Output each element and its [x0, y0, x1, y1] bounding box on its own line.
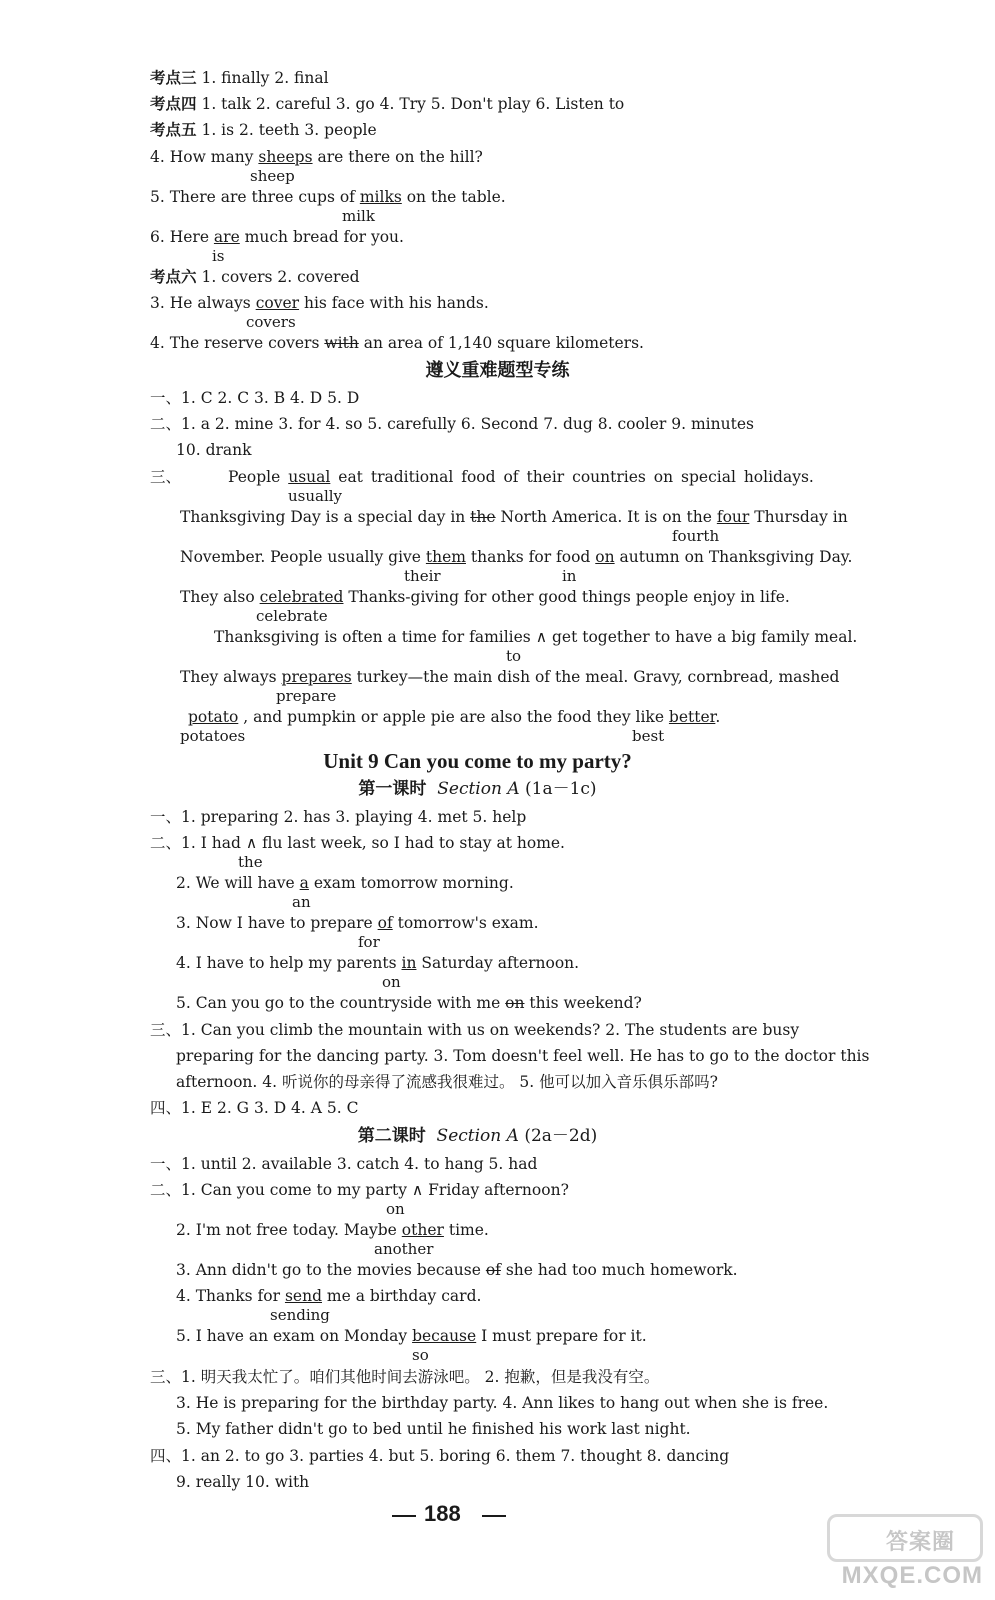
lesson2-part4-line2: 9. really 10. with [176, 1473, 310, 1491]
sentence-text: They always [180, 668, 282, 686]
lesson2-range: (2a－2d) [518, 1126, 598, 1146]
watermark-logo: MXQE.COM [841, 1562, 983, 1589]
sentence-text: autumn on Thanksgiving Day. [614, 548, 853, 566]
sentence-text: this weekend? [524, 994, 642, 1012]
error-word: milks [359, 188, 402, 206]
error-word: send [284, 1287, 322, 1305]
correction: for [358, 933, 380, 951]
kaodian3-line [150, 68, 329, 88]
lesson1-part4: 四、1. E 2. G 3. D 4. A 5. C [150, 1099, 359, 1117]
kaodian6-line [150, 267, 360, 287]
deleted-word: the [470, 508, 496, 526]
correction: milk [342, 207, 375, 225]
kaodian5-answers: 1. is 2. teeth 3. people [201, 121, 377, 139]
deleted-word: on [505, 994, 525, 1012]
correction: is [212, 247, 225, 265]
error-word: usual [288, 468, 331, 486]
k5-q6 [150, 227, 404, 247]
kaodian4-answers: 1. talk 2. careful 3. go 4. Try 5. Don't play 6. Listen to [201, 95, 625, 113]
k6-q4 [150, 333, 644, 353]
lesson1-title-cn: 第一课时 [358, 779, 427, 799]
sentence-text: me a birthday card. [322, 1287, 482, 1305]
sentence-text: 3. Now I have to prepare [176, 914, 378, 932]
error-word: celebrated [259, 588, 344, 606]
correction: the [238, 853, 263, 871]
kaodian3-answers: 1. finally 2. final [201, 69, 329, 87]
error-word: potato [188, 708, 239, 726]
correction: their [404, 567, 441, 585]
insert-caret: ∧ [535, 628, 548, 646]
sentence-text: an area of 1,140 square kilometers. [358, 334, 644, 352]
sentence-text: on the table. [401, 188, 506, 206]
lesson2-part2-q4 [176, 1286, 481, 1306]
sentence-text: Friday afternoon? [423, 1181, 569, 1199]
sentence-text: 4. How many [150, 148, 259, 166]
correction: so [412, 1346, 429, 1364]
sentence-text: 4. I have to help my parents [176, 954, 402, 972]
sentence-text: Thanksgiving is often a time for families [214, 628, 536, 646]
lesson1-part1: 一、1. preparing 2. has 3. playing 4. met 5. help [150, 808, 527, 826]
error-word: other [401, 1221, 444, 1239]
passage-line6 [180, 667, 839, 687]
lesson1-part2-q5 [176, 993, 642, 1013]
lesson1-title-en: Section A [437, 779, 520, 799]
correction: potatoes [180, 727, 246, 745]
error-word: in [401, 954, 417, 972]
sentence-text: North America. It is on the [495, 508, 717, 526]
passage-line1 [228, 467, 814, 487]
deleted-word: with [324, 334, 359, 352]
kaodian6-answers: 1. covers 2. covered [201, 268, 360, 286]
sentence-text: Thanksgiving Day is a special day in [180, 508, 471, 526]
lesson1-part3-line3: afternoon. 4. 听说你的母亲得了流感我很难过。 5. 他可以加入音乐俱乐部吗? [176, 1073, 718, 1091]
sentence-text: tomorrow's exam. [392, 914, 539, 932]
deleted-word: of [485, 1261, 501, 1279]
kaodian4-label: 考点四 [150, 94, 197, 113]
error-word: on [595, 548, 615, 566]
lesson1-part3-line1: 三、1. Can you climb the mountain with us on weekends? 2. The students are busy [150, 1021, 800, 1039]
lesson1-range: (1a－1c) [519, 779, 597, 799]
correction: celebrate [256, 607, 328, 625]
page-number-dash-left [392, 1515, 416, 1517]
lesson1-part2-q3 [176, 913, 539, 933]
kaodian3-label: 考点三 [150, 68, 197, 87]
lesson2-part3-line3: 5. My father didn't go to bed until he finished his work last night. [176, 1420, 691, 1438]
sentence-text: , and pumpkin or apple pie are also the food they like [238, 708, 669, 726]
correction: fourth [672, 527, 720, 545]
watermark-cn: 答案圈 [885, 1529, 955, 1554]
error-word: sheeps [258, 148, 313, 166]
sentence-text: much bread for you. [239, 228, 404, 246]
sentence-text: Saturday afternoon. [416, 954, 580, 972]
passage-line5 [214, 627, 857, 647]
page-number-dash-right [482, 1515, 506, 1517]
sentence-text: thanks for food [465, 548, 596, 566]
page-number: 188 [424, 1501, 461, 1526]
sentence-text: turkey—the main dish of the meal. Gravy, cornbread, mashed [351, 668, 840, 686]
sentence-text: 2. I'm not free today. Maybe [176, 1221, 402, 1239]
correction: prepare [276, 687, 337, 705]
zunyi-section-title: 遵义重难题型专练 [425, 360, 570, 381]
correction: another [374, 1240, 434, 1258]
correction: to [506, 647, 522, 665]
correction: on [386, 1200, 405, 1218]
error-word: of [377, 914, 393, 932]
error-word: them [425, 548, 466, 566]
correction: covers [246, 313, 296, 331]
sentence-text: she had too much homework. [500, 1261, 738, 1279]
sentence-text: 5. I have an exam on Monday [176, 1327, 413, 1345]
error-word: prepares [281, 668, 352, 686]
lesson1-part2-q2 [176, 873, 514, 893]
error-word: cover [255, 294, 300, 312]
correction: sending [270, 1306, 330, 1324]
error-word: four [716, 508, 750, 526]
sentence-text: eat traditional food of their countries on special holidays. [330, 468, 814, 486]
sentence-text: Thursday in [749, 508, 848, 526]
kaodian5-line [150, 120, 377, 140]
insert-caret: ∧ [245, 834, 258, 852]
sentence-text: exam tomorrow morning. [308, 874, 514, 892]
correction: best [632, 727, 665, 745]
sentence-text: 二、1. I had [150, 834, 246, 852]
error-word: better [668, 708, 716, 726]
sentence-text: Thanks-giving for other good things people enjoy in life. [343, 588, 790, 606]
error-word: are [213, 228, 240, 246]
sentence-text: 2. We will have [176, 874, 300, 892]
lesson2-part2-q1 [150, 1180, 569, 1200]
zunyi-part1: 一、1. C 2. C 3. B 4. D 5. D [150, 389, 360, 407]
lesson2-part1: 一、1. until 2. available 3. catch 4. to hang 5. had [150, 1155, 538, 1173]
lesson1-part2-q4 [176, 953, 579, 973]
sentence-text: 5. There are three cups of [150, 188, 360, 206]
passage-line7 [188, 707, 720, 727]
kaodian4-line [150, 94, 624, 114]
lesson2-part2-q5 [176, 1326, 647, 1346]
insert-caret: ∧ [411, 1181, 424, 1199]
sentence-text: I must prepare for it. [476, 1327, 647, 1345]
zunyi-part2-line2: 10. drank [176, 441, 252, 459]
lesson2-part2-q3 [176, 1260, 738, 1280]
k6-q3 [150, 293, 489, 313]
correction: in [562, 567, 577, 585]
sentence-text: People [228, 468, 289, 486]
error-word: a [299, 874, 309, 892]
sentence-text: get together to have a big family meal. [547, 628, 858, 646]
k5-q5 [150, 187, 506, 207]
zunyi-part3-num: 三、 [150, 468, 182, 486]
lesson1-part3-line2: preparing for the dancing party. 3. Tom doesn't feel well. He has to go to the doctor this [176, 1047, 870, 1065]
sentence-text: 4. Thanks for [176, 1287, 285, 1305]
error-word: because [412, 1327, 477, 1345]
zunyi-part2-line1: 二、1. a 2. mine 3. for 4. so 5. carefully 6. Second 7. dug 8. cooler 9. minutes [150, 415, 754, 433]
sentence-text: 3. Ann didn't go to the movies because [176, 1261, 486, 1279]
lesson2-part3-line1: 三、1. 明天我太忙了。咱们其他时间去游泳吧。 2. 抱歉，但是我没有空。 [150, 1368, 660, 1386]
sentence-text: time. [443, 1221, 489, 1239]
correction: on [382, 973, 401, 991]
lesson2-part2-q2 [176, 1220, 489, 1240]
sentence-text: his face with his hands. [299, 294, 489, 312]
passage-line2 [180, 507, 848, 527]
passage-line3 [180, 547, 852, 567]
k5-q4 [150, 147, 483, 167]
sentence-text: 5. Can you go to the countryside with me [176, 994, 506, 1012]
sentence-text: are there on the hill? [312, 148, 483, 166]
sentence-text: They also [180, 588, 260, 606]
lesson2-title-cn: 第二课时 [357, 1126, 426, 1146]
sentence-text: . [715, 708, 721, 726]
correction: an [292, 893, 311, 911]
sentence-text: 6. Here [150, 228, 214, 246]
sentence-text: 3. He always [150, 294, 256, 312]
unit-title: Unit 9 Can you come to my party? [323, 749, 632, 773]
correction: usually [288, 487, 343, 505]
lesson2-title-en: Section A [436, 1126, 519, 1146]
kaodian6-label: 考点六 [150, 267, 197, 286]
passage-line4 [180, 587, 790, 607]
lesson2-part4-line1: 四、1. an 2. to go 3. parties 4. but 5. boring 6. them 7. thought 8. dancing [150, 1447, 730, 1465]
sentence-text: flu last week, so I had to stay at home. [257, 834, 565, 852]
sentence-text: 二、1. Can you come to my party [150, 1181, 412, 1199]
lesson2-title [0, 1126, 955, 1146]
sentence-text: November. People usually give [180, 548, 426, 566]
lesson1-part2-q1 [150, 833, 565, 853]
lesson1-title [0, 779, 955, 799]
sentence-text: 4. The reserve covers [150, 334, 325, 352]
lesson2-part3-line2: 3. He is preparing for the birthday party. 4. Ann likes to hang out when she is free. [176, 1394, 829, 1412]
kaodian5-label: 考点五 [150, 120, 197, 139]
correction: sheep [250, 167, 295, 185]
